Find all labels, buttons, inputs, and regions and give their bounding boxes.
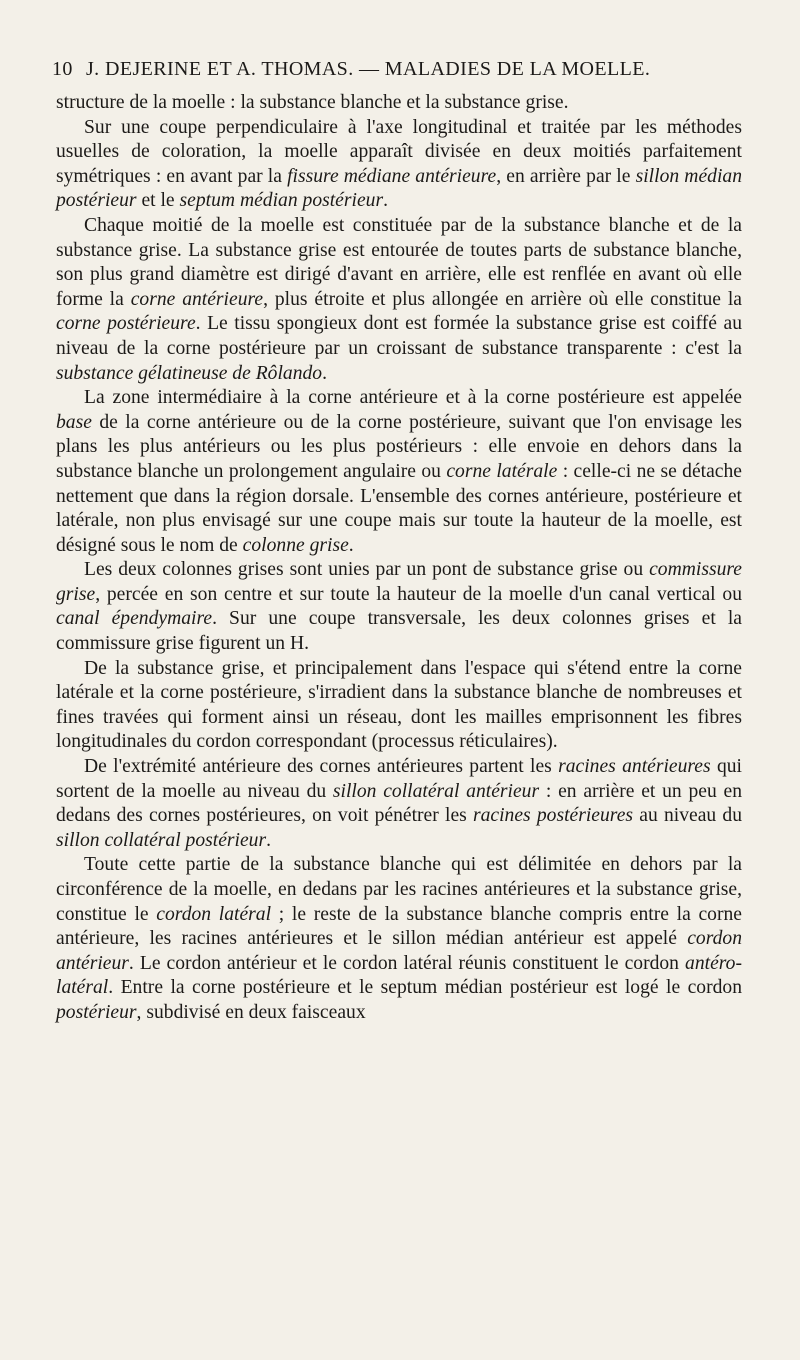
- paragraph: [56, 214, 742, 386]
- italic-term: septum médian postérieur: [179, 190, 384, 212]
- paragraph: [56, 116, 742, 214]
- paragraph: [56, 755, 742, 853]
- paragraph: [56, 91, 742, 116]
- italic-term: sillon collatéral postérieur: [56, 829, 267, 851]
- body-text: [56, 91, 742, 1026]
- text-run: Toute cette partie de la substance blanche qui est délimitée en dehors par la circonférence de la moelle, en dedans par les racines antérieures et la substance grise, constitue le: [56, 854, 742, 925]
- italic-term: substance gélatineuse de Rôlando: [56, 362, 323, 384]
- text-run: de la corne antérieure ou de la corne postérieure, suivant que l'on envisage les plans les plus antérieurs ou les plus postérieurs : elle envoie en dehors dans la substance blanche un prolongement angulaire ou: [56, 411, 742, 482]
- text-run: : en arrière et un peu en dedans des cornes postérieures, on voit pénétrer les: [56, 780, 742, 827]
- italic-term: commissure grise: [56, 559, 742, 605]
- italic-term: sillon médian postérieur: [56, 165, 742, 212]
- text-run: De la substance grise, et principalement dans l'espace qui s'étend entre la corne latérale et la corne postérieure, s'irradient dans la substance blanche de nombreuses et fines travées qui forment ainsi un réseau, dont les mailles emprisonnent les fibres longitudinales du cordon correspondant (processus réticulaires).: [56, 657, 742, 753]
- text-run: Chaque moitié de la moelle est constituée par de la substance blanche et de la substance grise. La substance grise est entourée de toutes parts de substance blanche, son plus grand diamètre est dirigé d'avant en arrière, elle est renflée en avant où elle forme la: [56, 214, 742, 310]
- paragraph: [56, 853, 742, 1025]
- italic-term: canal épendymaire: [56, 608, 213, 630]
- page-number: 10: [52, 58, 73, 80]
- text-run: qui sortent de la moelle au niveau du: [56, 756, 742, 802]
- text-run: structure de la moelle : la substance blanche et la substance grise.: [56, 92, 569, 113]
- italic-term: racines antérieures: [558, 756, 711, 778]
- italic-term: antéro-latéral: [56, 952, 742, 999]
- text-run: . Sur une coupe transversale, les deux colonnes grises et la commissure grise figurent un H.: [56, 608, 742, 655]
- text-run: au niveau du: [633, 805, 742, 827]
- text-run: , subdivisé en deux faisceaux: [136, 1001, 366, 1023]
- paragraph: [56, 386, 742, 558]
- italic-term: base: [56, 411, 92, 433]
- text-run: La zone intermédiaire à la corne antérieure et à la corne postérieure est appelée: [84, 387, 742, 409]
- italic-term: corne postérieure: [56, 313, 196, 335]
- italic-term: sillon collatéral antérieur: [332, 780, 540, 802]
- paragraph: [56, 657, 742, 755]
- text-run: . Le cordon antérieur et le cordon latéral réunis constituent le cordon: [128, 952, 686, 974]
- text-run: Sur une coupe perpendiculaire à l'axe longitudinal et traitée par les méthodes usuelles de coloration, la moelle apparaît divisée en deux moitiés parfaitement symétriques : en avant par la: [56, 116, 742, 187]
- text-run: .: [348, 534, 354, 556]
- italic-term: racines postérieures: [472, 805, 634, 827]
- text-run: et le: [136, 190, 180, 212]
- text-run: , percée en son centre et sur toute la hauteur de la moelle d'un canal vertical ou: [95, 583, 742, 605]
- text-run: Les deux colonnes grises sont unies par un pont de substance grise ou: [84, 559, 650, 581]
- text-run: . Entre la corne postérieure et le septum médian postérieur est logé le cordon: [108, 977, 742, 999]
- italic-term: cordon latéral: [156, 903, 272, 925]
- paragraph: [56, 558, 742, 656]
- running-header: [52, 58, 742, 81]
- italic-term: colonne grise: [242, 534, 349, 556]
- italic-term: corne antérieure: [130, 288, 264, 310]
- text-run: . Le tissu spongieux dont est formée la substance grise est coiffé au niveau de la corne postérieure par un croissant de substance transparente : c'est la: [56, 313, 742, 359]
- running-title: J. DEJERINE ET A. THOMAS. — MALADIES DE LA MOELLE.: [86, 58, 651, 80]
- italic-term: cordon antérieur: [56, 928, 742, 974]
- italic-term: postérieur: [56, 1001, 137, 1023]
- text-run: .: [383, 190, 388, 212]
- text-run: .: [266, 829, 271, 851]
- text-run: , en arrière par le: [496, 165, 636, 187]
- text-run: ; le reste de la substance blanche compris entre la corne antérieure, les racines antérieures et le sillon médian antérieur est appelé: [56, 903, 742, 950]
- text-run: , plus étroite et plus allongée en arrière où elle constitue la: [263, 288, 742, 310]
- text-run: .: [322, 362, 328, 384]
- italic-term: corne latérale: [446, 460, 558, 482]
- italic-term: fissure médiane antérieure: [287, 165, 497, 187]
- text-run: De l'extrémité antérieure des cornes antérieures partent les: [84, 756, 559, 778]
- text-run: : celle-ci ne se détache nettement que dans la région dorsale. L'ensemble des cornes antérieure, postérieure et latérale, non plus envisagé sur une coupe mais sur toute la hauteur de la moelle, est désigné sous le nom de: [56, 460, 742, 556]
